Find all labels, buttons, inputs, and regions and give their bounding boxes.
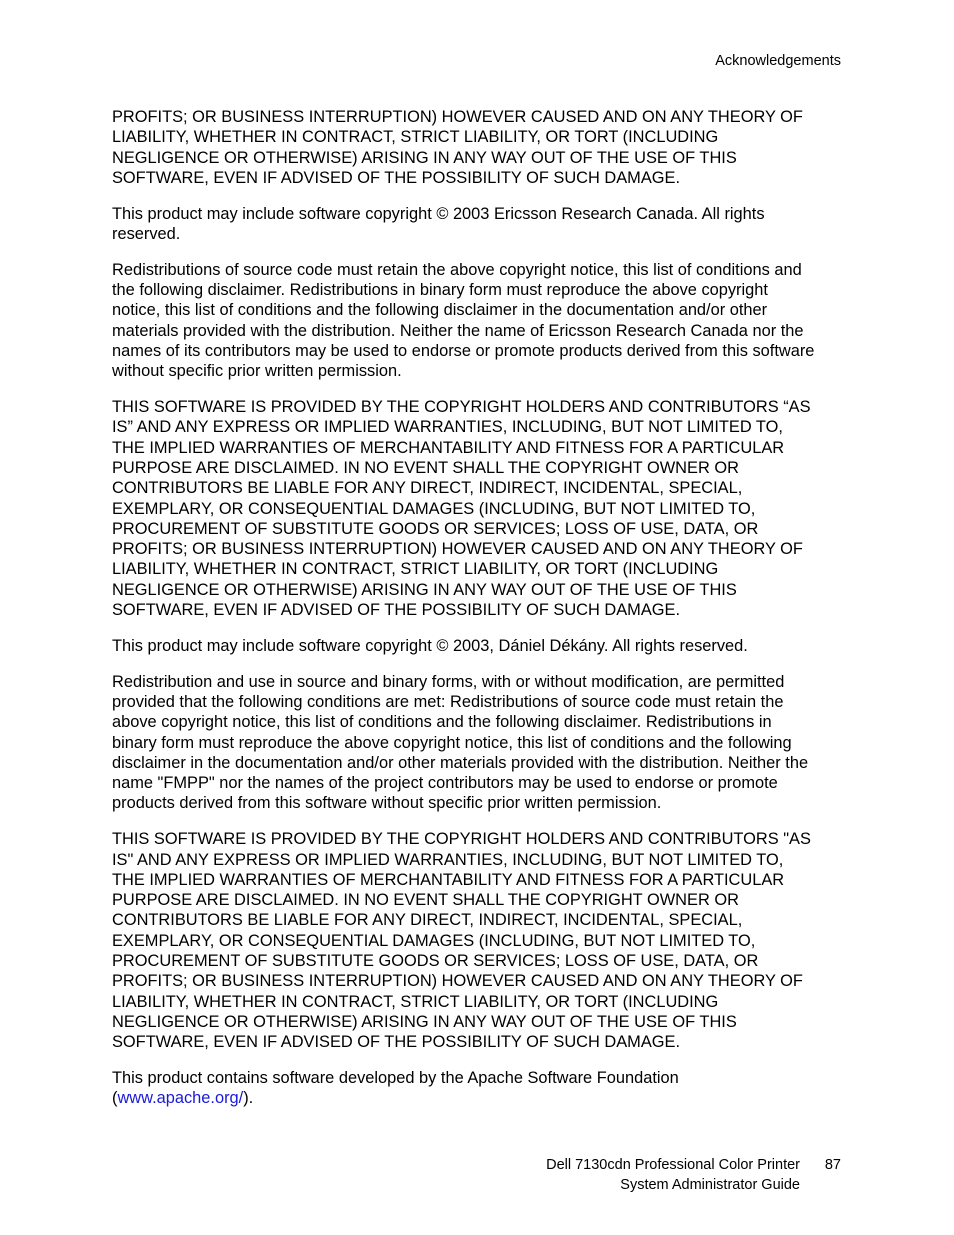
paragraph: Redistribution and use in source and binary forms, with or without modification, are permitted provided that the following conditions are met: Redistributions of source code must retain the above copyright notice, this list of conditions and the following disclaimer. Redistributions in binary form must reproduce the above copyright notice, this list of conditions and the following disclaimer in the documentation and/or other materials provided with the distribution. Neither the name "FMPP" nor the names of the project contributors may be used to endorse or promote products derived from this software without specific prior written permission. [112, 672, 809, 813]
apache-text-end: ). [243, 1089, 254, 1108]
apache-link[interactable]: www.apache.org/ [117, 1089, 244, 1108]
paragraph: This product may include software copyright © 2003 Ericsson Research Canada. All rights reserved. [112, 204, 765, 243]
footer-titles [546, 1155, 800, 1195]
paragraph: THIS SOFTWARE IS PROVIDED BY THE COPYRIGHT HOLDERS AND CONTRIBUTORS “AS IS” AND ANY EXPRESS OR IMPLIED WARRANTIES, INCLUDING, BUT NOT LIMITED TO, THE IMPLIED WARRANTIES OF MERCHANTABILITY AND FITNESS FOR A PARTICULAR PURPOSE ARE DISCLAIMED. IN NO EVENT SHALL THE COPYRIGHT OWNER OR CONTRIBUTORS BE LIABLE FOR ANY DIRECT, INDIRECT, INCIDENTAL, SPECIAL, EXEMPLARY, OR CONSEQUENTIAL DAMAGES (INCLUDING, BUT NOT LIMITED TO, PROCUREMENT OF SUBSTITUTE GOODS OR SERVICES; LOSS OF USE, DATA, OR PROFITS; OR BUSINESS INTERRUPTION) HOWEVER CAUSED AND ON ANY THEORY OF LIABILITY, WHETHER IN CONTRACT, STRICT LIABILITY, OR TORT (INCLUDING NEGLIGENCE OR OTHERWISE) ARISING IN ANY WAY OUT OF THE USE OF THIS SOFTWARE, EVEN IF ADVISED OF THE POSSIBILITY OF SUCH DAMAGE. [112, 398, 811, 620]
footer-guide: System Administrator Guide [620, 1177, 800, 1193]
page-number: 87 [824, 1157, 841, 1173]
paragraph: THIS SOFTWARE IS PROVIDED BY THE COPYRIGHT HOLDERS AND CONTRIBUTORS "AS IS" AND ANY EXPRESS OR IMPLIED WARRANTIES, INCLUDING, BUT NOT LIMITED TO, THE IMPLIED WARRANTIES OF MERCHANTABILITY AND FITNESS FOR A PARTICULAR PURPOSE ARE DISCLAIMED. IN NO EVENT SHALL THE COPYRIGHT OWNER OR CONTRIBUTORS BE LIABLE FOR ANY DIRECT, INDIRECT, INCIDENTAL, SPECIAL, EXEMPLARY, OR CONSEQUENTIAL DAMAGES (INCLUDING, BUT NOT LIMITED TO, PROCUREMENT OF SUBSTITUTE GOODS OR SERVICES; LOSS OF USE, DATA, OR PROFITS; OR BUSINESS INTERRUPTION) HOWEVER CAUSED AND ON ANY THEORY OF LIABILITY, WHETHER IN CONTRACT, STRICT LIABILITY, OR TORT (INCLUDING NEGLIGENCE OR OTHERWISE) ARISING IN ANY WAY OUT OF THE USE OF THIS SOFTWARE, EVEN IF ADVISED OF THE POSSIBILITY OF SUCH DAMAGE. [112, 830, 811, 1052]
apache-text: This product contains software developed by the Apache Software Foundation ( [112, 1068, 679, 1108]
section-title: Acknowledgements [715, 53, 841, 69]
page-body [112, 107, 842, 1124]
paragraph: PROFITS; OR BUSINESS INTERRUPTION) HOWEVER CAUSED AND ON ANY THEORY OF LIABILITY, WHETHER IN CONTRACT, STRICT LIABILITY, OR TORT (INCLUDING NEGLIGENCE OR OTHERWISE) ARISING IN ANY WAY OUT OF THE USE OF THIS SOFTWARE, EVEN IF ADVISED OF THE POSSIBILITY OF SUCH DAMAGE. [112, 108, 803, 187]
footer-product: Dell 7130cdn Professional Color Printer [546, 1157, 800, 1173]
paragraph: This product may include software copyright © 2003, Dániel Dékány. All rights reserved. [112, 636, 748, 655]
running-header [715, 52, 841, 70]
apache-paragraph [112, 1068, 842, 1109]
paragraph: Redistributions of source code must retain the above copyright notice, this list of conditions and the following disclaimer. Redistributions in binary form must reproduce the above copyright notice, this list of conditions and the following disclaimer in the documentation and/or other materials provided with the distribution. Neither the name of Ericsson Research Canada nor the names of its contributors may be used to endorse or promote products derived from this software without specific prior written permission. [112, 260, 815, 381]
